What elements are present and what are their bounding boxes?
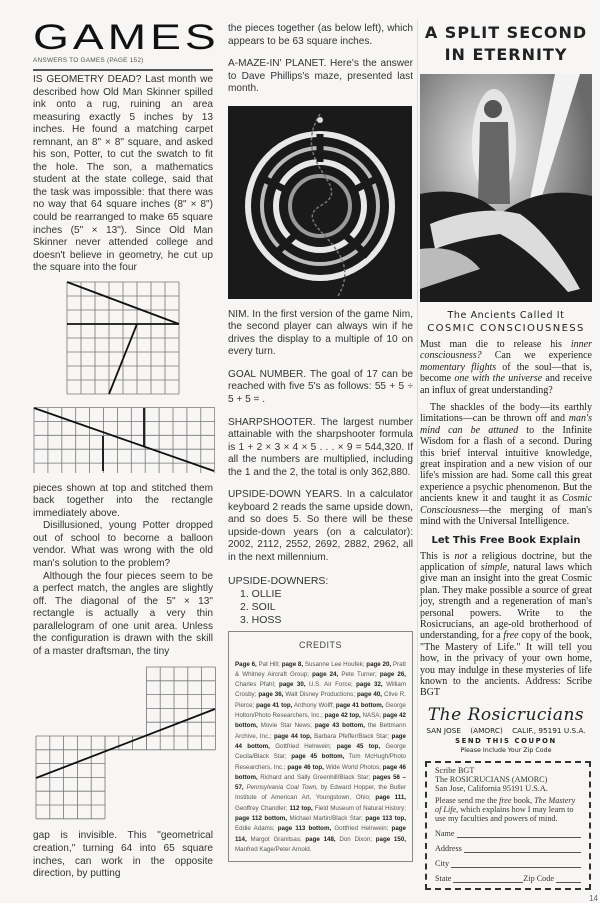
article-maze: A-MAZE-IN' PLANET. Here's the answer to Dave Phillips's maze, presented last month.: [228, 58, 413, 95]
text-segment: page 40,: [356, 691, 382, 699]
text-segment: Tom McHugh/Photo Researchers, Inc.;: [235, 753, 406, 771]
text-segment: page 150,: [375, 835, 406, 843]
text-segment: page 43 bottom,: [314, 722, 365, 730]
text-segment: copy of the book, "The Mastery of Life." It will tell you how, in the privacy of your own home, you may indulge in these mysteries of life known to the ancients. Address: Scribe BGT: [420, 630, 592, 699]
text-segment: Margot Granitsas;: [246, 835, 306, 843]
text-segment: Walt Disney Productions;: [283, 691, 357, 699]
text-segment: Can we experience: [481, 350, 592, 362]
text-segment: Richard and Sally Greenhill/Black Star;: [257, 773, 373, 781]
text-segment: page 113 top,: [365, 815, 406, 823]
text-segment: page 44 top,: [274, 732, 312, 740]
maze-solution-image: [228, 106, 412, 299]
text-segment: page 45 bottom,: [291, 753, 345, 761]
text-segment: Charles Pfahl;: [235, 681, 280, 689]
coupon-line: Scribe BGT: [435, 765, 475, 775]
column-divider: [417, 20, 418, 810]
text-segment: Pratt & Whitney Aircraft Group;: [235, 660, 406, 678]
text-segment: page 41 bottom,: [335, 701, 384, 709]
text-segment: George Holton/Photo Researchers, Inc.;: [235, 701, 406, 720]
text-segment: simple,: [480, 561, 510, 573]
header-rule: [33, 69, 213, 71]
article-geometry-answer: [33, 483, 213, 659]
coupon-request: [435, 796, 581, 823]
square-8x8-diagram: [66, 281, 182, 395]
text-segment: Gottfried Helnwein;: [269, 742, 337, 750]
ad-illustration: [420, 74, 592, 302]
text-segment: not: [454, 550, 468, 562]
text-segment: William Crosby;: [235, 681, 407, 699]
text-segment: Gottfried Helnwein;: [331, 825, 392, 833]
text-segment: page 41 top,: [256, 701, 293, 709]
ad-book-heading: Let This Free Book Explain: [431, 534, 581, 546]
headline-line: IN ETERNITY: [444, 45, 568, 64]
ad-paragraph: [420, 339, 592, 396]
text-segment: Don Dixon;: [335, 835, 376, 843]
zip-note: Please Include Your Zip Code: [460, 746, 552, 754]
section-subtitle: ANSWERS TO GAMES (PAGE 152): [33, 57, 144, 64]
headline-line: A SPLIT SECOND: [424, 23, 588, 42]
text-segment: Cosmic Consciousness: [420, 493, 592, 516]
article-geometry-intro: IS GEOMETRY DEAD? Last month we described how Old Man Skinner spilled ink onto a rug, ruining an area measuring exactly 5 inches by 13 inches. He found a matching carpet remnant, an 8" × 8" square, and asked his son, Potter, to cut the swatch to fit the hole. The son, a mathematics student at the state college, said that the task was impossible: that there was no way that 64 square inches (8" × 8") could be rearranged to make 65 square inches (5" × 13"). Since Old Man Skinner never attended college and doesn't believe in geometry, he cut up the square into the four: [33, 74, 213, 274]
text-segment: page 113 bottom,: [277, 825, 332, 833]
text-segment: Barbara Pfeffer/Black Star;: [311, 732, 392, 740]
upside-downers: [228, 575, 413, 627]
text-segment: one with the universe: [454, 373, 543, 385]
credits-title: CREDITS: [298, 639, 342, 650]
city-label: City: [435, 858, 450, 868]
page-number: 14: [589, 893, 598, 903]
ad-paragraph: [420, 402, 592, 527]
section-title: [33, 18, 220, 57]
ad-paragraph: [420, 551, 592, 699]
paragraph: gap is invisible. This "geometrical creation," turning 64 into 65 square inches, can work in the opposite direction, by putting: [33, 830, 213, 880]
paragraph: Disillusioned, young Potter dropped out of school to become a balloon vendor. What was wrong with the old man's solution to the problem?: [33, 520, 213, 570]
ad-address: SAN JOSE (AMORC) CALIF., 95191 U.S.A.: [426, 725, 586, 735]
text-segment: page 45 top,: [336, 742, 381, 750]
text-segment: This is: [420, 550, 455, 562]
text-segment: page 111,: [375, 794, 406, 802]
answer-item: 1. OLLIE: [240, 587, 282, 600]
rosicrucian-ad: [420, 0, 598, 903]
article-nim: NIM. In the first version of the game Nim, the second player can always win if he drives the display to a multiple of 10 on every turn.: [228, 308, 413, 358]
text-segment: Geoffrey Chandler;: [235, 804, 290, 812]
send-coupon-label: SEND THIS COUPON: [455, 736, 557, 745]
text-segment: page 42 bottom,: [235, 712, 406, 730]
text-segment: page 112 bottom,: [235, 815, 288, 823]
text-segment: 112 top,: [289, 804, 313, 812]
middle-column: [228, 0, 413, 862]
text-segment: page 24,: [312, 670, 339, 678]
left-column: [33, 0, 220, 881]
text-segment: page 46 top,: [287, 763, 324, 771]
text-segment: page 26,: [379, 670, 407, 678]
article-sharpshooter: SHARPSHOOTER. The largest number attainable with the sharpshooter formula is 1 + 2 × 3 × 4 × 5 . . . × 9 = 544,320. If all the numbers are multiplied, including the 1 and the 2, the total is only 362,880.: [228, 416, 413, 478]
credits-text: [235, 660, 406, 856]
63-square-diagram: [35, 666, 217, 824]
text-segment: Wide World Photos;: [323, 763, 383, 771]
name-field[interactable]: [435, 829, 581, 838]
text-segment: a religious doctrine, but the application of: [420, 550, 592, 573]
text-segment: page 30,: [279, 681, 306, 689]
text-segment: which explains how I may learn to use my faculties and powers of mind.: [435, 804, 574, 823]
text-segment: free: [499, 795, 512, 805]
ad-subheading: The Ancients Called It: [447, 310, 565, 321]
text-segment: page 42 top,: [324, 712, 361, 720]
text-segment: Page 6,: [235, 660, 257, 668]
text-segment: momentary flights: [420, 361, 497, 373]
answer-item: 3. HOSS: [240, 613, 282, 626]
coupon-line: The ROSICRUCIANS (AMORC): [435, 774, 548, 784]
text-segment: page 114,: [235, 825, 406, 843]
name-label: Name: [435, 828, 455, 838]
text-segment: page 32,: [356, 681, 383, 689]
credits-box: [228, 631, 413, 863]
text-segment: Pat Hill;: [256, 660, 282, 668]
text-segment: page 44 bottom,: [235, 732, 406, 750]
address-label: Address: [435, 843, 462, 853]
text-segment: George Cecila/Black Star;: [235, 742, 407, 761]
ad-headline: [420, 22, 592, 66]
state-zip-field[interactable]: [435, 874, 581, 883]
text-segment: page 8,: [281, 660, 304, 668]
text-segment: page 20,: [366, 660, 392, 668]
coupon-line: San Jose, California 95191 U.S.A.: [435, 783, 548, 793]
text-segment: pages 56 – 57,: [235, 773, 406, 792]
text-segment: Must man die to release his: [420, 339, 571, 350]
text-segment: Field Museum of Natural History;: [312, 804, 406, 812]
order-coupon: [425, 761, 591, 890]
city-field[interactable]: [435, 859, 581, 868]
text-segment: Susanne Lee Houfek;: [303, 660, 367, 668]
text-segment: man's mind can be attuned: [420, 413, 592, 436]
article-goal-number: GOAL NUMBER. The goal of 17 can be reached with five 5's as follows: 55 + 5 ÷ 5 + 5 = .: [228, 368, 413, 406]
paragraph: Although the four pieces seem to be a perfect match, the angles are slightly off. The diagonal of the 5" × 13" rectangle is actually a very thin parallelogram of one unit area. Unless the configuration is drawn with the skill of a master draftsman, the tiny: [33, 570, 213, 657]
text-segment: Movie Star News;: [257, 722, 315, 730]
rosicrucians-logo: The Rosicrucians: [427, 704, 585, 725]
text-segment: natural laws which give man an insight into the great Cosmic plan. They make possible a source of great joy, strength and a regeneration of man's personal powers. Write to the Rosicrucians, an age-old brotherhood of understanding, for a: [420, 561, 592, 642]
text-segment: Pete Turner;: [338, 670, 380, 678]
text-segment: page 148,: [305, 835, 336, 843]
text-segment: The shackles of the body—its earthly limitations—can be thrown off and: [420, 402, 592, 425]
text-segment: to the Infinite Wisdom for a flash of a second. During this brief interval intuitive knowledge, great inspiration and a new vision of our life's mission are had. Some call this great experience a psychic phenomenon. But the ancients knew it and taught it as: [420, 424, 592, 505]
text-segment: Pennsylvania Coal Town,: [243, 784, 318, 792]
text-segment: Please send me the: [435, 795, 500, 805]
text-segment: and receive an influx of great understanding?: [420, 373, 593, 396]
ad-subheading: COSMIC CONSCIOUSNESS: [427, 323, 585, 334]
answer-item: 2. SOIL: [240, 600, 276, 613]
text-segment: by Edward Hopper, the Butler Institute of American Art, Youngstown, Ohio;: [235, 784, 406, 802]
text-segment: —the merging of man's mind with the Universal Intelligence.: [420, 504, 592, 528]
text-segment: page 36,: [258, 691, 284, 699]
state-label: State: [435, 873, 452, 883]
text-segment: inner consciousness?: [420, 339, 592, 362]
text-segment: The Mastery of Life,: [435, 795, 576, 814]
text-segment: Anthony Wolff;: [292, 701, 336, 709]
section-title-text: GAMES: [33, 18, 220, 57]
zip-label: Zip Code: [523, 873, 554, 883]
address-field[interactable]: [435, 844, 581, 853]
text-segment: U.S. Air Force;: [305, 681, 357, 689]
text-segment: the Bettmann Archive, Inc.;: [235, 722, 406, 740]
text-segment: page 46 bottom,: [235, 763, 406, 781]
text-segment: of the soul—that is, become: [420, 361, 592, 385]
article-upside-down-years: UPSIDE-DOWN YEARS. In a calculator keyboard 2 reads the same upside down, and so does 5. So there will be these upside-down years (on a calculator): 2002, 2112, 2552, 2692, 2882, 2962, all in the next millennium.: [228, 489, 413, 564]
rectangle-5x13-diagram: [33, 407, 215, 473]
text-segment: Manfred Kage/Peter Arnold.: [235, 845, 312, 853]
paragraph: pieces shown at top and stitched them back together into the rectangle immediately above.: [33, 482, 213, 519]
text-segment: free: [503, 630, 519, 642]
text-segment: book,: [511, 795, 535, 805]
upside-downers-title: UPSIDE-DOWNERS:: [228, 574, 329, 587]
text-segment: Eddie Adams;: [235, 825, 278, 833]
text-segment: NASA;: [360, 712, 383, 720]
text-segment: Clive R. Pierce;: [235, 691, 406, 709]
paragraph: the pieces together (as below left), which appears to be 63 square inches.: [228, 23, 413, 47]
text-segment: Michael Martin/Black Star;: [287, 815, 366, 823]
